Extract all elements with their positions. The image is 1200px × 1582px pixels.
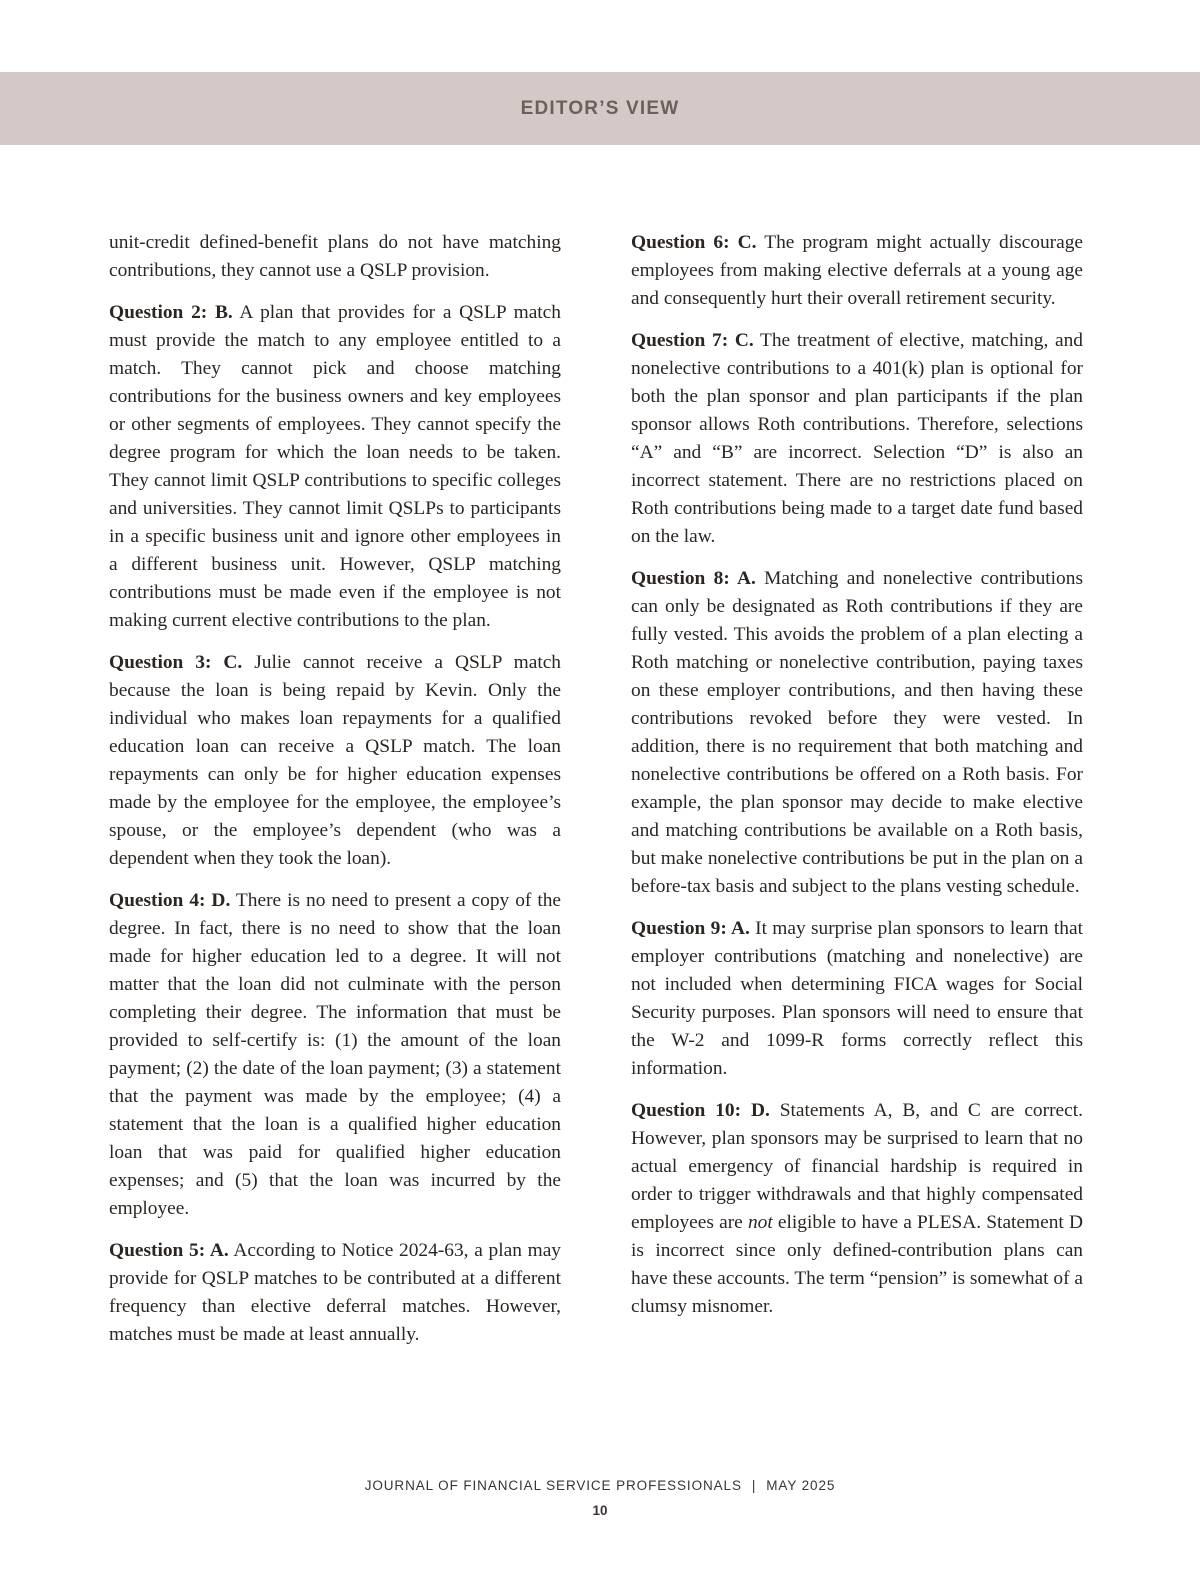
- footer-separator: |: [751, 1478, 757, 1493]
- answer-text: According to Notice 2024-63, a plan may provide for QSLP matches to be contributed at a different frequency than elective deferral matches. However, matches must be made at least annually.: [109, 1240, 561, 1345]
- answer-emphasis: not: [747, 1212, 773, 1233]
- answer-label: Question 8: A.: [631, 568, 756, 589]
- answer-text-after: eligible to have a PLESA. Statement D is incorrect since only defined-contribution plans can have these accounts. The term “pension” is somewhat of a clumsy misnomer.: [631, 1212, 1083, 1317]
- issue-date: MAY 2025: [766, 1478, 836, 1493]
- answer-text: The treatment of elective, matching, and nonelective contributions to a 401(k) plan is optional for both the plan sponsor and plan participants if the plan sponsor allows Roth contributions. Therefore, selections “A” and “B” are incorrect. Selection “D” is also an incorrect statement. There are no restrictions placed on Roth contributions being made to a target date fund based on the law.: [631, 330, 1083, 547]
- answer-text: It may surprise plan sponsors to learn that employer contributions (matching and nonelective) are not included when determining FICA wages for Social Security purposes. Plan sponsors will need to ensure that the W-2 and 1099-R forms correctly reflect this information.: [631, 918, 1083, 1079]
- answer-text: The program might actually discourage employees from making elective deferrals at a young age and consequently hurt their overall retirement security.: [631, 232, 1084, 309]
- answer-text-before: Statements A, B, and C are correct. However, plan sponsors may be surprised to learn that no actual emergency of financial hardship is required in order to trigger withdrawals and that highly compensated employees are: [631, 1100, 1083, 1233]
- answer-label: Question 9: A.: [631, 918, 750, 939]
- answer-question-7: [631, 327, 1083, 551]
- answer-question-10: [631, 1097, 1083, 1321]
- answer-label: Question 5: A.: [109, 1240, 229, 1261]
- answer-text: Matching and nonelective contributions can only be designated as Roth contributions if they are fully vested. This avoids the problem of a plan electing a Roth matching or nonelective contribution, paying taxes on these employer contributions, and then having these contributions revoked before they were vested. In addition, there is no requirement that both matching and nonelective contributions be offered on a Roth basis. For example, the plan sponsor may decide to make elective and matching contributions be available on a Roth basis, but make nonelective contributions be put in the plan on a before-tax basis and subject to the plans vesting schedule.: [631, 568, 1083, 897]
- page-number: 10: [592, 1503, 608, 1518]
- answer-question-9: [631, 915, 1083, 1083]
- answer-question-5: [109, 1237, 561, 1349]
- answer-question-8: [631, 565, 1083, 901]
- answer-label: Question 10: D.: [631, 1100, 770, 1121]
- answer-question-2: [109, 299, 561, 635]
- answer-text: Julie cannot receive a QSLP match because the loan is being repaid by Kevin. Only the individual who makes loan repayments for a qualified education loan can receive a QSLP match. The loan repayments can only be for higher education expenses made by the employee for the employee, the employee’s spouse, or the employee’s dependent (who was a dependent when they took the loan).: [109, 652, 562, 869]
- answer-question-4: [109, 887, 561, 1223]
- answer-label: Question 7: C.: [631, 330, 754, 351]
- continued-paragraph: unit-credit defined-benefit plans do not have matching contributions, they cannot use a QSLP provision.: [109, 232, 561, 281]
- answer-label: Question 3: C.: [109, 652, 243, 673]
- right-column: [631, 229, 1083, 1335]
- section-header-band: [0, 72, 1200, 145]
- section-title: EDITOR’S VIEW: [520, 97, 680, 119]
- left-column: [109, 229, 561, 1363]
- answer-label: Question 4: D.: [109, 890, 231, 911]
- answer-label: Question 2: B.: [109, 302, 233, 323]
- answer-text: A plan that provides for a QSLP match must provide the match to any employee entitled to a match. They cannot pick and choose matching contributions for the business owners and key employees or other segments of employees. They cannot specify the degree program for which the loan needs to be taken. They cannot limit QSLP contributions to specific colleges and universities. They cannot limit QSLPs to participants in a specific business unit and ignore other employees in a different business unit. However, QSLP matching contributions must be made even if the employee is not making current elective contributions to the plan.: [109, 302, 561, 631]
- answer-question-3: [109, 649, 561, 873]
- answer-label: Question 6: C.: [631, 232, 757, 253]
- answer-question-6: [631, 229, 1083, 313]
- journal-name: JOURNAL OF FINANCIAL SERVICE PROFESSIONALS: [364, 1478, 742, 1493]
- answer-text: There is no need to present a copy of the degree. In fact, there is no need to show that the loan made for higher education led to a degree. It will not matter that the loan did not culminate with the person completing their degree. The information that must be provided to self-certify is: (1) the amount of the loan payment; (2) the date of the loan payment; (3) a statement that the payment was made by the employee; (4) a statement that the loan is a qualified higher education loan that was paid for qualified higher education expenses; and (5) that the loan was incurred by the employee.: [109, 890, 562, 1219]
- footer-journal-line: [0, 1478, 1200, 1493]
